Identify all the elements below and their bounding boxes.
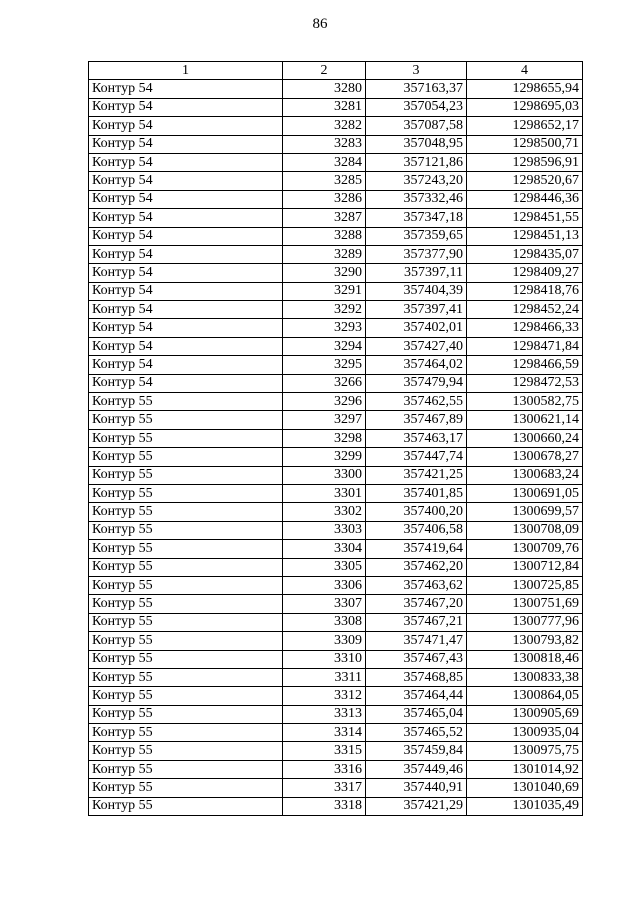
table-row (89, 117, 583, 135)
y-coordinate-cell: 1300691,05 (467, 484, 583, 502)
x-coordinate-cell: 357397,41 (366, 301, 467, 319)
y-coordinate-cell: 1298652,17 (467, 117, 583, 135)
column-header-4: 4 (467, 62, 583, 80)
point-number-cell: 3289 (283, 245, 366, 263)
contour-name-cell: Контур 55 (89, 742, 283, 760)
table-row (89, 576, 583, 594)
x-coordinate-cell: 357421,25 (366, 466, 467, 484)
x-coordinate-cell: 357462,55 (366, 393, 467, 411)
table-row (89, 282, 583, 300)
table-row (89, 558, 583, 576)
contour-name-cell: Контур 54 (89, 190, 283, 208)
x-coordinate-cell: 357359,65 (366, 227, 467, 245)
contour-name-cell: Контур 55 (89, 540, 283, 558)
y-coordinate-cell: 1300678,27 (467, 448, 583, 466)
point-number-cell: 3310 (283, 650, 366, 668)
contour-name-cell: Контур 55 (89, 650, 283, 668)
point-number-cell: 3299 (283, 448, 366, 466)
point-number-cell: 3281 (283, 98, 366, 116)
y-coordinate-cell: 1300582,75 (467, 393, 583, 411)
y-coordinate-cell: 1298471,84 (467, 337, 583, 355)
y-coordinate-cell: 1300751,69 (467, 595, 583, 613)
point-number-cell: 3284 (283, 153, 366, 171)
y-coordinate-cell: 1298500,71 (467, 135, 583, 153)
x-coordinate-cell: 357163,37 (366, 80, 467, 98)
table-row (89, 209, 583, 227)
y-coordinate-cell: 1298452,24 (467, 301, 583, 319)
y-coordinate-cell: 1300833,38 (467, 668, 583, 686)
table-row (89, 135, 583, 153)
header-row (89, 62, 583, 80)
contour-name-cell: Контур 54 (89, 245, 283, 263)
contour-name-cell: Контур 54 (89, 153, 283, 171)
y-coordinate-cell: 1300621,14 (467, 411, 583, 429)
table-row (89, 153, 583, 171)
contour-name-cell: Контур 55 (89, 429, 283, 447)
table-row (89, 540, 583, 558)
y-coordinate-cell: 1300708,09 (467, 521, 583, 539)
contour-name-cell: Контур 55 (89, 779, 283, 797)
y-coordinate-cell: 1298695,03 (467, 98, 583, 116)
x-coordinate-cell: 357467,43 (366, 650, 467, 668)
point-number-cell: 3300 (283, 466, 366, 484)
y-coordinate-cell: 1298435,07 (467, 245, 583, 263)
y-coordinate-cell: 1300699,57 (467, 503, 583, 521)
table-row (89, 595, 583, 613)
table-row (89, 393, 583, 411)
contour-name-cell: Контур 54 (89, 98, 283, 116)
y-coordinate-cell: 1298466,33 (467, 319, 583, 337)
x-coordinate-cell: 357421,29 (366, 797, 467, 815)
contour-name-cell: Контур 55 (89, 668, 283, 686)
x-coordinate-cell: 357447,74 (366, 448, 467, 466)
point-number-cell: 3288 (283, 227, 366, 245)
table-row (89, 356, 583, 374)
table-row (89, 374, 583, 392)
x-coordinate-cell: 357406,58 (366, 521, 467, 539)
contour-name-cell: Контур 55 (89, 760, 283, 778)
point-number-cell: 3312 (283, 687, 366, 705)
x-coordinate-cell: 357463,17 (366, 429, 467, 447)
table-row (89, 172, 583, 190)
x-coordinate-cell: 357464,02 (366, 356, 467, 374)
table-row (89, 760, 583, 778)
contour-name-cell: Контур 55 (89, 393, 283, 411)
contour-name-cell: Контур 55 (89, 705, 283, 723)
x-coordinate-cell: 357467,20 (366, 595, 467, 613)
x-coordinate-cell: 357419,64 (366, 540, 467, 558)
table-row (89, 797, 583, 815)
contour-name-cell: Контур 55 (89, 484, 283, 502)
x-coordinate-cell: 357400,20 (366, 503, 467, 521)
contour-name-cell: Контур 55 (89, 448, 283, 466)
table-row (89, 466, 583, 484)
table-row (89, 411, 583, 429)
contour-name-cell: Контур 55 (89, 576, 283, 594)
point-number-cell: 3314 (283, 724, 366, 742)
table-row (89, 301, 583, 319)
table-header (89, 62, 583, 80)
point-number-cell: 3291 (283, 282, 366, 300)
y-coordinate-cell: 1298409,27 (467, 264, 583, 282)
contour-name-cell: Контур 55 (89, 632, 283, 650)
x-coordinate-cell: 357464,44 (366, 687, 467, 705)
contour-name-cell: Контур 54 (89, 282, 283, 300)
x-coordinate-cell: 357467,89 (366, 411, 467, 429)
x-coordinate-cell: 357121,86 (366, 153, 467, 171)
table-row (89, 613, 583, 631)
contour-name-cell: Контур 54 (89, 80, 283, 98)
coordinates-table (88, 61, 583, 816)
point-number-cell: 3295 (283, 356, 366, 374)
point-number-cell: 3285 (283, 172, 366, 190)
table-row (89, 521, 583, 539)
table-row (89, 337, 583, 355)
table-row (89, 650, 583, 668)
contour-name-cell: Контур 54 (89, 227, 283, 245)
point-number-cell: 3304 (283, 540, 366, 558)
point-number-cell: 3305 (283, 558, 366, 576)
point-number-cell: 3286 (283, 190, 366, 208)
point-number-cell: 3318 (283, 797, 366, 815)
y-coordinate-cell: 1301014,92 (467, 760, 583, 778)
x-coordinate-cell: 357440,91 (366, 779, 467, 797)
x-coordinate-cell: 357397,11 (366, 264, 467, 282)
y-coordinate-cell: 1300683,24 (467, 466, 583, 484)
contour-name-cell: Контур 54 (89, 356, 283, 374)
x-coordinate-cell: 357468,85 (366, 668, 467, 686)
point-number-cell: 3296 (283, 393, 366, 411)
table-row (89, 245, 583, 263)
contour-name-cell: Контур 55 (89, 595, 283, 613)
table-row (89, 632, 583, 650)
table-row (89, 227, 583, 245)
table-row (89, 668, 583, 686)
point-number-cell: 3283 (283, 135, 366, 153)
y-coordinate-cell: 1300725,85 (467, 576, 583, 594)
y-coordinate-cell: 1300660,24 (467, 429, 583, 447)
point-number-cell: 3294 (283, 337, 366, 355)
contour-name-cell: Контур 55 (89, 724, 283, 742)
point-number-cell: 3293 (283, 319, 366, 337)
contour-name-cell: Контур 55 (89, 503, 283, 521)
column-header-3: 3 (366, 62, 467, 80)
x-coordinate-cell: 357471,47 (366, 632, 467, 650)
table-row (89, 484, 583, 502)
x-coordinate-cell: 357347,18 (366, 209, 467, 227)
x-coordinate-cell: 357377,90 (366, 245, 467, 263)
x-coordinate-cell: 357404,39 (366, 282, 467, 300)
table-body (89, 80, 583, 816)
x-coordinate-cell: 357054,23 (366, 98, 467, 116)
y-coordinate-cell: 1301040,69 (467, 779, 583, 797)
y-coordinate-cell: 1300818,46 (467, 650, 583, 668)
y-coordinate-cell: 1300975,75 (467, 742, 583, 760)
table-row (89, 264, 583, 282)
point-number-cell: 3280 (283, 80, 366, 98)
x-coordinate-cell: 357479,94 (366, 374, 467, 392)
x-coordinate-cell: 357465,04 (366, 705, 467, 723)
y-coordinate-cell: 1298466,59 (467, 356, 583, 374)
contour-name-cell: Контур 55 (89, 558, 283, 576)
contour-name-cell: Контур 55 (89, 613, 283, 631)
x-coordinate-cell: 357459,84 (366, 742, 467, 760)
table-row (89, 779, 583, 797)
y-coordinate-cell: 1298472,53 (467, 374, 583, 392)
point-number-cell: 3287 (283, 209, 366, 227)
y-coordinate-cell: 1301035,49 (467, 797, 583, 815)
table-row (89, 448, 583, 466)
table-row (89, 705, 583, 723)
contour-name-cell: Контур 54 (89, 209, 283, 227)
table-row (89, 742, 583, 760)
y-coordinate-cell: 1298451,13 (467, 227, 583, 245)
x-coordinate-cell: 357332,46 (366, 190, 467, 208)
x-coordinate-cell: 357401,85 (366, 484, 467, 502)
contour-name-cell: Контур 54 (89, 374, 283, 392)
point-number-cell: 3298 (283, 429, 366, 447)
x-coordinate-cell: 357243,20 (366, 172, 467, 190)
point-number-cell: 3301 (283, 484, 366, 502)
point-number-cell: 3297 (283, 411, 366, 429)
table-row (89, 429, 583, 447)
table-row (89, 503, 583, 521)
x-coordinate-cell: 357467,21 (366, 613, 467, 631)
contour-name-cell: Контур 55 (89, 466, 283, 484)
contour-name-cell: Контур 55 (89, 411, 283, 429)
y-coordinate-cell: 1300712,84 (467, 558, 583, 576)
page-number: 86 (312, 16, 328, 32)
contour-name-cell: Контур 55 (89, 521, 283, 539)
y-coordinate-cell: 1298451,55 (467, 209, 583, 227)
contour-name-cell: Контур 54 (89, 172, 283, 190)
x-coordinate-cell: 357087,58 (366, 117, 467, 135)
point-number-cell: 3311 (283, 668, 366, 686)
x-coordinate-cell: 357402,01 (366, 319, 467, 337)
point-number-cell: 3307 (283, 595, 366, 613)
point-number-cell: 3309 (283, 632, 366, 650)
y-coordinate-cell: 1298596,91 (467, 153, 583, 171)
x-coordinate-cell: 357048,95 (366, 135, 467, 153)
contour-name-cell: Контур 54 (89, 117, 283, 135)
point-number-cell: 3290 (283, 264, 366, 282)
y-coordinate-cell: 1300905,69 (467, 705, 583, 723)
column-header-2: 2 (283, 62, 366, 80)
contour-name-cell: Контур 54 (89, 319, 283, 337)
point-number-cell: 3266 (283, 374, 366, 392)
y-coordinate-cell: 1298655,94 (467, 80, 583, 98)
point-number-cell: 3306 (283, 576, 366, 594)
table-row (89, 80, 583, 98)
x-coordinate-cell: 357465,52 (366, 724, 467, 742)
column-header-1: 1 (89, 62, 283, 80)
y-coordinate-cell: 1300709,76 (467, 540, 583, 558)
contour-name-cell: Контур 54 (89, 337, 283, 355)
contour-name-cell: Контур 54 (89, 264, 283, 282)
table-row (89, 724, 583, 742)
x-coordinate-cell: 357427,40 (366, 337, 467, 355)
contour-name-cell: Контур 54 (89, 301, 283, 319)
point-number-cell: 3308 (283, 613, 366, 631)
point-number-cell: 3292 (283, 301, 366, 319)
y-coordinate-cell: 1298520,67 (467, 172, 583, 190)
point-number-cell: 3316 (283, 760, 366, 778)
y-coordinate-cell: 1300935,04 (467, 724, 583, 742)
point-number-cell: 3313 (283, 705, 366, 723)
x-coordinate-cell: 357449,46 (366, 760, 467, 778)
point-number-cell: 3302 (283, 503, 366, 521)
table-row (89, 319, 583, 337)
y-coordinate-cell: 1298418,76 (467, 282, 583, 300)
table-row (89, 98, 583, 116)
x-coordinate-cell: 357462,20 (366, 558, 467, 576)
point-number-cell: 3315 (283, 742, 366, 760)
y-coordinate-cell: 1300777,96 (467, 613, 583, 631)
point-number-cell: 3317 (283, 779, 366, 797)
point-number-cell: 3303 (283, 521, 366, 539)
x-coordinate-cell: 357463,62 (366, 576, 467, 594)
point-number-cell: 3282 (283, 117, 366, 135)
y-coordinate-cell: 1298446,36 (467, 190, 583, 208)
table-row (89, 190, 583, 208)
contour-name-cell: Контур 55 (89, 797, 283, 815)
contour-name-cell: Контур 54 (89, 135, 283, 153)
contour-name-cell: Контур 55 (89, 687, 283, 705)
y-coordinate-cell: 1300864,05 (467, 687, 583, 705)
y-coordinate-cell: 1300793,82 (467, 632, 583, 650)
table-row (89, 687, 583, 705)
